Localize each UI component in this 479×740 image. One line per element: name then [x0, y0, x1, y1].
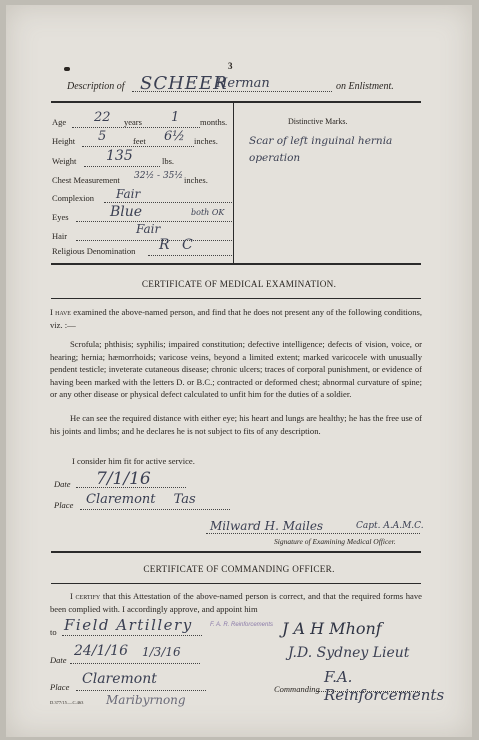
- commanding-unit-line: [316, 691, 420, 692]
- commanding-date-line: [70, 663, 200, 664]
- age-label: Age: [52, 117, 67, 127]
- commanding-date-value: 24/1/16: [74, 643, 128, 659]
- religion-label: Religious Denomination: [52, 246, 136, 256]
- commanding-paragraph: [50, 590, 422, 615]
- punch-mark: [64, 67, 70, 71]
- feet-label: feet: [133, 136, 146, 146]
- chest-label: Chest Measurement: [52, 175, 120, 185]
- name-line: [132, 91, 332, 92]
- religion-value: R C: [159, 237, 197, 253]
- hair-label: Hair: [52, 231, 68, 241]
- description-suffix: on Enlistment.: [336, 81, 394, 92]
- box-top-rule: [51, 101, 421, 103]
- medical-date-label: Date: [54, 479, 71, 489]
- medical-title-rule: [51, 298, 421, 299]
- commanding-paragraph-rest: that this Attestation of the above-named person is correct, and that the required forms have been complied with. I accordingly approve, and appoint him: [50, 591, 422, 614]
- lbs-label: lbs.: [162, 156, 175, 166]
- commanding-date-extra: 1/3/16: [142, 645, 181, 659]
- description-prefix: Description of: [67, 81, 125, 92]
- complexion-line: [104, 202, 232, 203]
- commanding-place-line: [76, 690, 206, 691]
- hair-line: [76, 240, 232, 241]
- box-divider: [233, 103, 234, 263]
- height-line: [82, 146, 194, 147]
- footer-note: Maribyrnong: [106, 693, 186, 707]
- hair-value: Fair: [136, 222, 161, 236]
- medical-date-line: [76, 487, 186, 488]
- commanding-signature: J.D. Sydney Lieut: [288, 645, 410, 661]
- medical-intro-lead: I have: [50, 307, 71, 317]
- eyes-value: Blue: [110, 204, 143, 220]
- commanding-date-label: Date: [50, 655, 67, 665]
- eyes-label: Eyes: [52, 212, 69, 222]
- inches-label: inches.: [194, 136, 218, 146]
- years-label: years: [124, 117, 142, 127]
- medical-certificate-title: CERTIFICATE OF MEDICAL EXAMINATION.: [141, 279, 337, 289]
- section-divider-rule: [51, 551, 421, 553]
- medical-place-label: Place: [54, 500, 74, 510]
- attestation-page: [6, 5, 472, 737]
- medical-signature-line: [206, 533, 420, 534]
- commanding-place-label: Place: [50, 682, 70, 692]
- religion-line: [148, 255, 232, 256]
- commanding-place-value: Claremont: [82, 671, 157, 687]
- months-label: months.: [200, 117, 228, 127]
- commanding-initials-signature: J A H Mhonf: [282, 619, 382, 638]
- distinctive-marks-label: Distinctive Marks.: [288, 117, 348, 126]
- commanding-unit-value: F.A. Reinforcements: [324, 668, 445, 704]
- medical-date-value: 7/1/16: [96, 469, 151, 489]
- eyes-note: both OK: [191, 208, 225, 217]
- complexion-value: Fair: [116, 187, 141, 201]
- complexion-label: Complexion: [52, 193, 95, 203]
- commanding-paragraph-lead: I certify: [70, 591, 101, 601]
- age-months: 1: [171, 110, 180, 125]
- page-number: 3: [228, 61, 233, 71]
- commanding-label: Commanding: [274, 684, 320, 694]
- medical-conditions: Scrofula; phthisis; syphilis; impaired constitution; defective intelligence; defects of vision, voice, or hearing; hernia; hæmorrhoids; varicose veins, beyond a limited extent; marked varicocele with unusually pendent testicle; inveterate cutaneous disease; chronic ulcers; traces of corporal punishment, or evidence of having been marked with the letters D. or B.C.; contracted or deformed chest; abnormal curvature of spine; or any other disease or physical defect calculated to unfit him for the duties of a soldier.: [50, 339, 422, 400]
- commanding-to-value: Field Artillery: [64, 616, 193, 634]
- height-inches: 6½: [164, 129, 185, 144]
- chest-value: 32½ - 35½: [134, 171, 184, 181]
- height-feet: 5: [98, 129, 107, 144]
- weight-line: [84, 166, 160, 167]
- chest-unit: inches.: [184, 175, 208, 185]
- weight-label: Weight: [52, 156, 77, 166]
- commanding-title-rule: [51, 583, 421, 584]
- medical-signature-caption: Signature of Examining Medical Officer.: [274, 537, 396, 546]
- commanding-to-label: to: [50, 627, 57, 637]
- box-bottom-rule: [51, 263, 421, 265]
- commanding-certificate-title: CERTIFICATE OF COMMANDING OFFICER.: [143, 564, 335, 574]
- reinforcements-stamp: F. A. R. Reinforcements: [210, 622, 274, 628]
- medical-place-value: Claremont Tas: [86, 492, 196, 507]
- surname: SCHEER: [140, 73, 228, 94]
- medical-place-line: [80, 509, 230, 510]
- medical-signature: Milward H. Mailes: [210, 519, 324, 533]
- medical-intro-rest: examined the above-named person, and find that he does not present any of the following conditions, viz. :—: [50, 307, 422, 330]
- age-years: 22: [94, 110, 111, 125]
- medical-signature-rank: Capt. A.A.M.C.: [356, 521, 424, 531]
- weight-value: 135: [106, 148, 133, 164]
- commanding-to-line: [62, 635, 202, 636]
- medical-intro: [50, 306, 422, 331]
- given-name: Herman: [216, 76, 270, 91]
- age-line: [72, 127, 200, 128]
- height-label: Height: [52, 136, 76, 146]
- medical-fitness: He can see the required distance with either eye; his heart and lungs are healthy; he has the free use of his joints and limbs; and he declares he is not subject to fits of any description.: [50, 413, 422, 436]
- print-code: D.377/15.—C.463: [50, 700, 84, 705]
- medical-consider: I consider him fit for active service.: [72, 456, 195, 466]
- distinctive-marks-value: Scar of left inguinal hernia operation: [249, 135, 393, 164]
